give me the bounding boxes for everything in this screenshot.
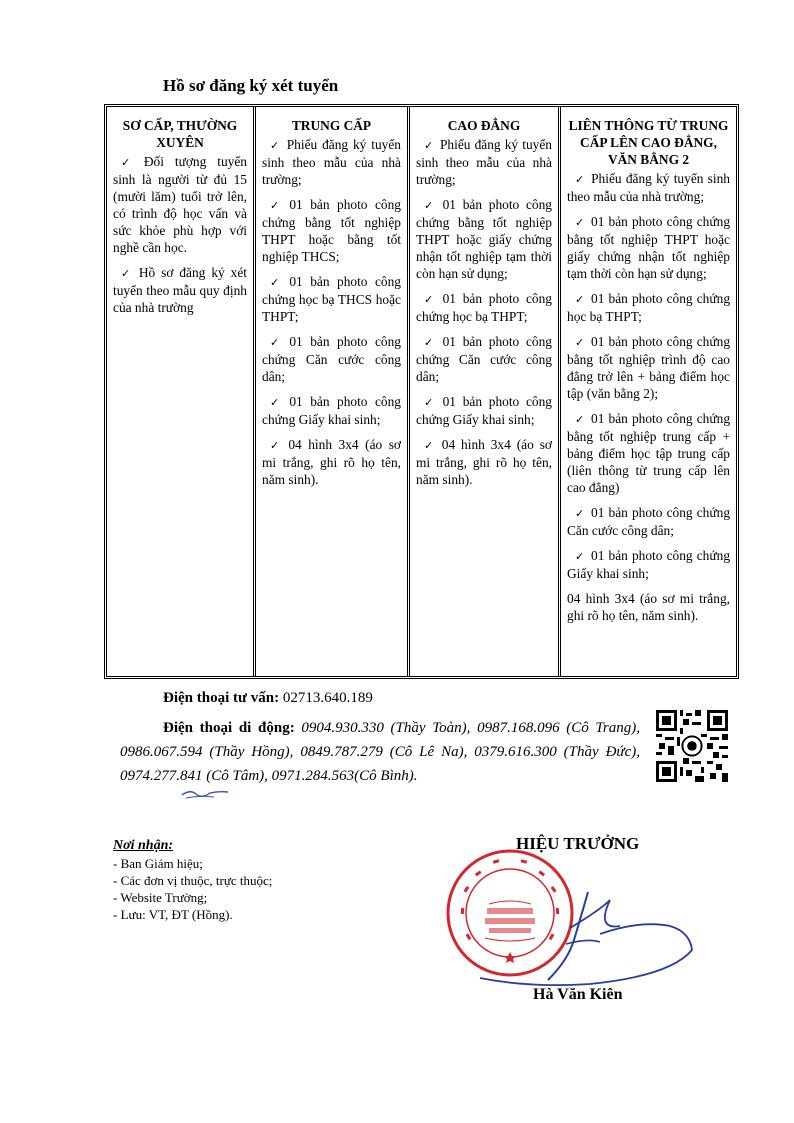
signer-title: HIỆU TRƯỞNG	[516, 834, 640, 853]
check-icon: ✓	[121, 267, 133, 280]
hotline-number: 02713.640.189	[282, 690, 373, 706]
check-icon: ✓	[270, 336, 284, 349]
check-icon: ✓	[270, 199, 284, 212]
check-icon: ✓	[121, 156, 138, 169]
list-item: ✓ Phiếu đăng ký tuyển sinh theo mẫu của nhà trường;	[567, 171, 731, 204]
check-icon: ✓	[270, 396, 284, 409]
mobile-line	[120, 716, 640, 788]
check-icon: ✓	[575, 507, 585, 520]
list-item: ✓ Đối tượng tuyển sinh là người từ đủ 15 (mười lăm) tuổi trở lên, có trình độ học vấn và sức khỏe phù hợp với nghề cần học.	[113, 154, 248, 255]
list-item: ✓ 01 bản photo công chứng Giấy khai sinh;	[262, 394, 401, 427]
column-header: CAO ĐẲNG	[447, 118, 521, 133]
check-icon: ✓	[424, 199, 437, 212]
column-lien-thong	[558, 107, 736, 676]
column-so-cap	[107, 107, 253, 676]
qr-code-icon	[656, 710, 728, 782]
list-item: ✓ 01 bản photo công chứng Giấy khai sinh;	[416, 394, 552, 427]
list-item: ✓ 01 bản photo công chứng bằng tốt nghiệp trình độ cao đẳng trở lên + bảng điểm học tập (văn bằng 2);	[567, 334, 731, 401]
recipient-item: - Website Trường;	[113, 890, 208, 905]
column-header: TRUNG CẤP	[291, 118, 372, 133]
mobile-numbers: 0904.930.330 (Thầy Toàn), 0987.168.096 (Cô Trang), 0986.067.594 (Thầy Hồng), 0849.787.279 (Cô Lê Na), 0379.616.300 (Thầy Đức), 0974.277.841 (Cô Tâm), 0971.284.563(Cô Bình).	[120, 720, 641, 784]
mobile-label: Điện thoại di động:	[163, 720, 295, 736]
list-item: ✓ 01 bản photo công chứng bằng tốt nghiệp THPT hoặc giấy chứng nhận tốt nghiệp tạm thời còn hạn sử dụng;	[416, 197, 552, 281]
check-icon: ✓	[424, 139, 434, 152]
list-item: ✓ 01 bản photo công chứng Giấy khai sinh;	[567, 548, 731, 581]
list-item: ✓ 01 bản photo công chứng học bạ THPT;	[416, 291, 552, 324]
recipients-title: Nơi nhận:	[113, 838, 174, 853]
check-icon: ✓	[575, 216, 585, 229]
requirements-table	[104, 104, 739, 679]
column-header: LIÊN THÔNG TỪ TRUNG CẤP LÊN CAO ĐẲNG, VĂN BẰNG 2	[568, 118, 729, 167]
list-item: ✓ Phiếu đăng ký tuyển sinh theo mẫu của nhà trường;	[416, 137, 552, 187]
list-item: ✓ 01 bản photo công chứng bằng tốt nghiệp THPT hoặc giấy chứng nhận tốt nghiệp tạm thời còn hạn sử dụng;	[567, 214, 731, 281]
list-item: ✓ 01 bản photo công chứng học bạ THPT;	[567, 291, 731, 324]
check-icon: ✓	[424, 336, 437, 349]
list-item: ✓ Phiếu đăng ký tuyển sinh theo mẫu của nhà trường;	[262, 137, 401, 187]
column-cao-dang	[407, 107, 558, 676]
section-title: Hồ sơ đăng ký xét tuyển	[163, 76, 339, 95]
recipient-item: - Ban Giám hiệu;	[113, 856, 203, 871]
pen-scribble-icon	[180, 786, 230, 800]
list-item-plain: 04 hình 3x4 (áo sơ mi trắng, ghi rõ họ tên, năm sinh).	[567, 591, 730, 623]
list-item: ✓ 01 bản photo công chứng bằng tốt nghiệp trung cấp + bảng điểm học tập trung cấp (liên thông từ trung cấp lên cao đẳng)	[567, 411, 731, 495]
list-item: ✓ 04 hình 3x4 (áo sơ mi trắng, ghi rõ họ tên, năm sinh).	[416, 437, 552, 487]
list-item: ✓ Hồ sơ đăng ký xét tuyển theo mẫu quy định của nhà trường	[113, 265, 248, 315]
list-item: ✓ 01 bản photo công chứng Căn cước công dân;	[567, 505, 731, 538]
check-icon: ✓	[270, 139, 281, 152]
recipients-block	[113, 837, 272, 923]
check-icon: ✓	[270, 276, 284, 289]
column-trung-cap	[253, 107, 407, 676]
check-icon: ✓	[575, 413, 585, 426]
list-item: ✓ 01 bản photo công chứng bằng tốt nghiệp THPT hoặc bằng tốt nghiệp THCS;	[262, 197, 401, 264]
check-icon: ✓	[270, 439, 283, 452]
list-item: ✓ 01 bản photo công chứng Căn cước công dân;	[262, 334, 401, 384]
column-header: SƠ CẤP, THƯỜNG XUYÊN	[122, 118, 238, 150]
check-icon: ✓	[424, 439, 436, 452]
list-item: ✓ 01 bản photo công chứng học bạ THCS hoặc THPT;	[262, 274, 401, 324]
check-icon: ✓	[575, 550, 585, 563]
recipient-item: - Lưu: VT, ĐT (Hồng).	[113, 907, 233, 922]
check-icon: ✓	[575, 293, 585, 306]
check-icon: ✓	[575, 336, 585, 349]
check-icon: ✓	[424, 396, 437, 409]
list-item: ✓ 01 bản photo công chứng Căn cước công dân;	[416, 334, 552, 384]
recipient-item: - Các đơn vị thuộc, trực thuộc;	[113, 873, 273, 888]
handwritten-signature-icon	[470, 880, 700, 990]
check-icon: ✓	[575, 173, 586, 186]
check-icon: ✓	[424, 293, 437, 306]
signer-name: Hà Văn Kiên	[533, 986, 623, 1003]
hotline-label: Điện thoại tư vấn:	[163, 690, 280, 706]
hotline-line	[163, 690, 373, 707]
list-item: ✓ 04 hình 3x4 (áo sơ mi trắng, ghi rõ họ tên, năm sinh).	[262, 437, 401, 487]
